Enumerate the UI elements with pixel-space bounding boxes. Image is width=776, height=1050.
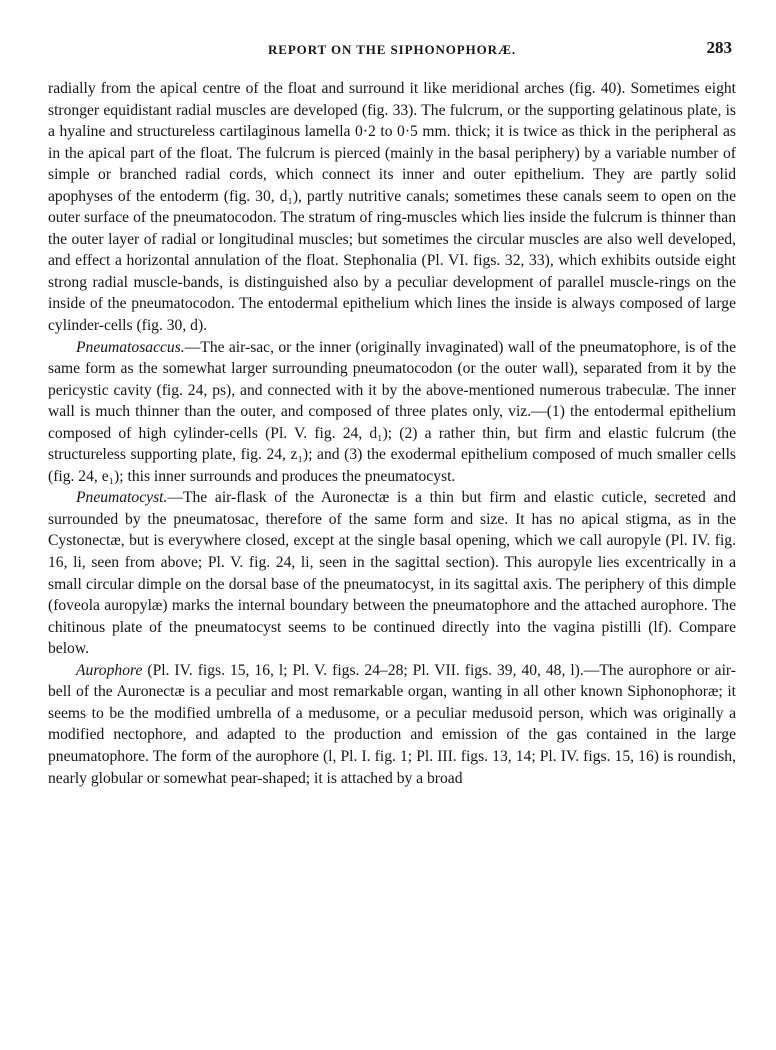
paragraph	[48, 78, 736, 337]
paragraph	[48, 660, 736, 789]
page-header	[48, 38, 736, 64]
paragraph-text: (Pl. IV. figs. 15, 16, l; Pl. V. figs. 24–28; Pl. VII. figs. 39, 40, 48, l).—The aurophore or air-bell of the Auronectæ is a peculiar and most remarkable organ, wanting in all other known Siphonophoræ; it seems to be the modified umbrella of a medusome, or a peculiar medusoid person, which was originally a modified nectophore, and adapted to the production and emission of the gas contained in the large pneumatophore. The form of the aurophore (l, Pl. I. fig. 1; Pl. III. figs. 13, 14; Pl. IV. figs. 15, 16) is roundish, nearly globular or somewhat pear-shaped; it is attached by a broad	[48, 661, 736, 787]
page-number: 283	[706, 38, 732, 57]
paragraph-text: —The air-sac, or the inner (originally invaginated) wall of the pneumatophore, is of the same form as the somewhat larger surrounding pneumatocodon (or the outer wall), separated from it by the pericystic cavity (fig. 24, ps), and connected with it by the above-mentioned numerous trabeculæ. The inner wall is much thinner than the outer, and composed of three plates only, viz.—(1) the entodermal epithelium composed of high cylinder-cells (Pl. V. fig. 24, d₁); (2) a rather thin, but firm and elastic fulcrum (the structureless supporting plate, fig. 24, z₁); and (3) the exodermal epithelium composed of much smaller cells (fig. 24, e₁); this inner surrounds and produces the pneumatocyst.	[48, 338, 736, 485]
section-heading: Pneumatosaccus.	[76, 338, 185, 356]
paragraph	[48, 337, 736, 488]
paragraph	[48, 487, 736, 659]
paragraph-text: —The air-flask of the Auronectæ is a thin but firm and elastic cuticle, secreted and surrounded by the pneumatosac, therefore of the same form and size. It has no apical stigma, as in the Cystonectæ, but is everywhere closed, except at the single basal opening, which we call auropyle (Pl. IV. fig. 16, li, seen from above; Pl. V. fig. 24, li, seen in the sagittal section). This auropyle lies excentrically in a small circular dimple on the dorsal base of the pneumatocyst, in its sagittal axis. The periphery of this dimple (foveola auropylæ) marks the internal boundary between the pneumatophore and the attached aurophore. The chitinous plate of the pneumatocyst seems to be continued directly into the vagina pistilli (lf). Compare below.	[48, 489, 736, 658]
running-head: REPORT ON THE SIPHONOPHORÆ.	[267, 42, 516, 57]
section-heading: Aurophore	[76, 661, 143, 679]
paragraph-text: radially from the apical centre of the float and surround it like meridional arches (fig. 40). Sometimes eight stronger equidistant radial muscles are developed (fig. 33). The fulcrum, or the supporting gelatinous plate, is a hyaline and structureless cartilaginous lamella 0·2 to 0·5 mm. thick; it is twice as thick in the peripheral as in the apical part of the float. The fulcrum is pierced (mainly in the basal periphery) by a variable number of simple or branched radial cords, which connect its inner and outer epithelium. They are partly solid apophyses of the entoderm (fig. 30, d₁), partly nutritive canals; sometimes these canals seem to open on the outer surface of the pneumatocodon. The stratum of ring-muscles which lies inside the fulcrum is thinner than the outer layer of radial or longitudinal muscles; but sometimes the circular muscles are also well developed, and effect a horizontal annulation of the float. Stephonalia (Pl. VI. figs. 32, 33), which exhibits outside eight strong radial muscle-bands, is distinguished also by a peculiar development of parallel muscle-rings on the inside of the pneumatocodon. The entodermal epithelium which lines the inside is always composed of large cylinder-cells (fig. 30, d).	[48, 80, 736, 335]
body-text	[48, 78, 736, 789]
section-heading: Pneumatocyst.	[76, 489, 168, 507]
